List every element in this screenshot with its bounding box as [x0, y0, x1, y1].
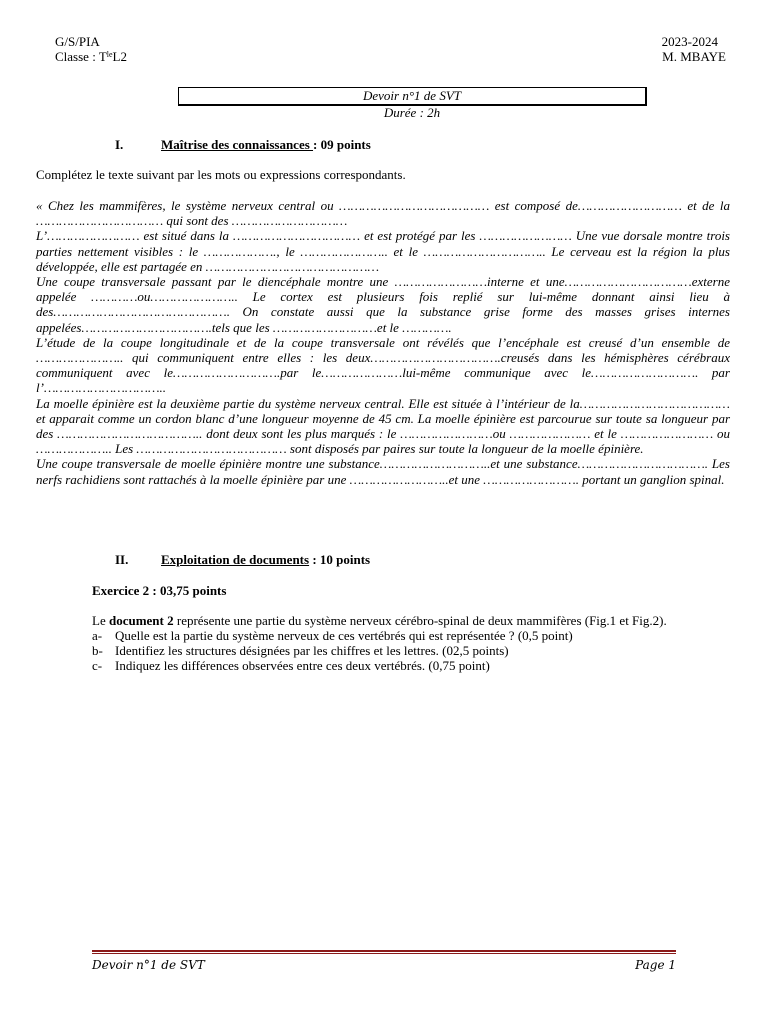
document-ref: document 2 — [108, 613, 174, 628]
question-list — [92, 628, 573, 673]
section-points: : 09 points — [313, 137, 371, 152]
fill-in-passage — [36, 198, 730, 487]
document-intro: Le document 2 représente une partie du système nerveux cérébro-spinal de deux mammifères (Fig.1 et Fig.2). — [92, 613, 667, 628]
section-number: I. — [115, 137, 124, 152]
question-label: c- — [92, 658, 103, 673]
passage-paragraph: « Chez les mammifères, le système nerveux central ou ………………………………… est composé de……………………… et de la …………………………… qui sont des ………………………… — [36, 198, 730, 229]
passage-paragraph: Une coupe transversale passant par le diencéphale montre une ……………………interne et une……………………………externe appelée …………ou………………….. Le cortex est plusieurs fois replié sur lui-même donnant ainsi lieu à des………………………………………. On constate aussi que la substance grise forme des masses grises internes appelées…………………………….tels que les ………………………et le …………. — [36, 274, 730, 335]
page-number: Page 1 — [635, 958, 676, 972]
passage-paragraph: Une coupe transversale de moelle épinière montre une substance………………………..et une substance……………………………. Les nerfs rachidiens sont rattachés à la moelle épinière par une ……………………..et une ……………………. portant un ganglion spinal. — [36, 456, 730, 487]
section-number: II. — [115, 552, 129, 567]
passage-paragraph: La moelle épinière est la deuxième partie du système nerveux central. Elle est située à l’intérieur de la………………………………… et apparait comme un cordon blanc d’une longueur moyenne de 45 cm. La moelle épinière est parcourue sur toute sa longueur par des ……………………………….. dont deux sont les plus marqués : le ……………………ou ………………… et le …………………… ou ……………….. Les ………………………………… sont disposés par paires sur toute la longueur de la moelle épinière. — [36, 395, 730, 457]
question-label: b- — [92, 643, 103, 658]
question-text: Identifiez les structures désignées par les chiffres et les lettres. (02,5 points) — [115, 643, 509, 658]
school-year: 2023-2024 — [661, 34, 718, 49]
question-item — [92, 643, 573, 658]
footer-title: Devoir n°1 de SVT — [92, 958, 205, 972]
school-name: G/S/PIA — [55, 34, 100, 49]
passage-paragraph: L’…………………… est situé dans la …………………………… et est protégé par les …………………… Une vue dorsale montre trois parties nettement visibles : le ………………., le ………………….. et le ………………………….. Le cerveau est la région la plus développée, elle est partagée en ……………………………………… — [36, 228, 730, 274]
question-label: a- — [92, 628, 103, 643]
instruction: Complétez le texte suivant par les mots ou expressions correspondants. — [36, 167, 406, 182]
passage-paragraph: L’étude de la coupe longitudinale et de la coupe transversale ont révélés que l’encéphale est creusé d’un ensemble de ………………….. qui communiquent entre elles : les deux…………………………….creusés dans les hémisphères cérébraux communiquent avec le……………………….par le…………………lui-même communique avec le………………………. par l’………………………….. — [36, 334, 730, 396]
header-left — [55, 34, 127, 64]
question-item — [92, 628, 573, 643]
section-title: Exploitation de documents — [161, 552, 310, 567]
question-text: Quelle est la partie du système nerveux de ces vertébrés qui est représentée ? (0,5 point) — [115, 628, 573, 643]
footer-rule — [92, 950, 676, 952]
class-label: Classe : $T^{le}L2$ — [55, 49, 127, 64]
teacher-name: M. MBAYE — [662, 49, 726, 64]
question-item — [92, 658, 573, 673]
section-points: : 10 points — [309, 552, 371, 567]
exam-duration: Durée : 2h — [383, 105, 441, 120]
section-2-heading — [115, 552, 370, 568]
section-1-heading — [115, 137, 371, 153]
exercise-2-heading: Exercice 2 : 03,75 points — [92, 583, 227, 598]
section-title: Maîtrise des connaissances — [161, 137, 314, 152]
question-text: Indiquez les différences observées entre ces deux vertébrés. (0,75 point) — [115, 658, 490, 673]
header-right — [662, 34, 726, 64]
footer-rule — [92, 953, 676, 954]
exam-title: Devoir n°1 de SVT — [178, 87, 647, 106]
